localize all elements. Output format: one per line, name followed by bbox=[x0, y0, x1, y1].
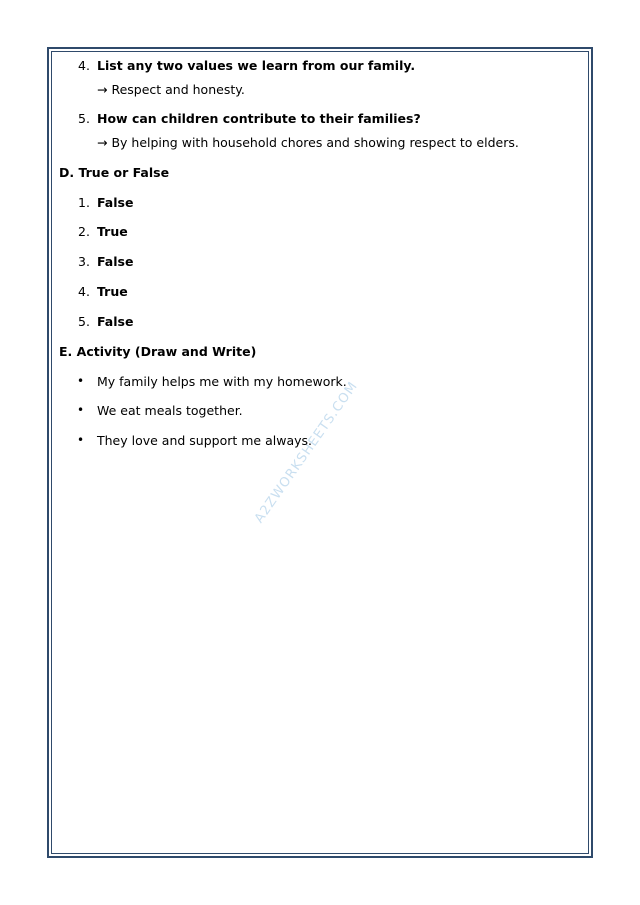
item-answer: False bbox=[97, 314, 134, 329]
item-answer: False bbox=[97, 195, 134, 210]
activity-text: We eat meals together. bbox=[97, 403, 243, 418]
answer-text: → Respect and honesty. bbox=[97, 82, 245, 97]
question-number: 5. bbox=[78, 111, 90, 126]
question-text: How can children contribute to their families? bbox=[97, 111, 421, 126]
item-answer: True bbox=[97, 284, 128, 299]
item-number: 4. bbox=[78, 284, 90, 299]
item-number: 5. bbox=[78, 314, 90, 329]
section-d-heading: D. True or False bbox=[59, 165, 170, 180]
item-number: 1. bbox=[78, 195, 90, 210]
bullet-icon: • bbox=[77, 374, 85, 388]
bullet-icon: • bbox=[77, 403, 85, 417]
item-number: 3. bbox=[78, 254, 90, 269]
activity-text: My family helps me with my homework. bbox=[97, 374, 347, 389]
watermark: A2ZWORKSHEETS.COM bbox=[251, 378, 362, 527]
question-number: 4. bbox=[78, 58, 90, 73]
activity-text: They love and support me always. bbox=[97, 433, 312, 448]
bullet-icon: • bbox=[77, 433, 85, 447]
item-number: 2. bbox=[78, 224, 90, 239]
item-answer: False bbox=[97, 254, 134, 269]
answer-text: → By helping with household chores and showing respect to elders. bbox=[97, 135, 519, 150]
question-text: List any two values we learn from our family. bbox=[97, 58, 416, 73]
item-answer: True bbox=[97, 224, 128, 239]
section-e-heading: E. Activity (Draw and Write) bbox=[59, 344, 257, 359]
